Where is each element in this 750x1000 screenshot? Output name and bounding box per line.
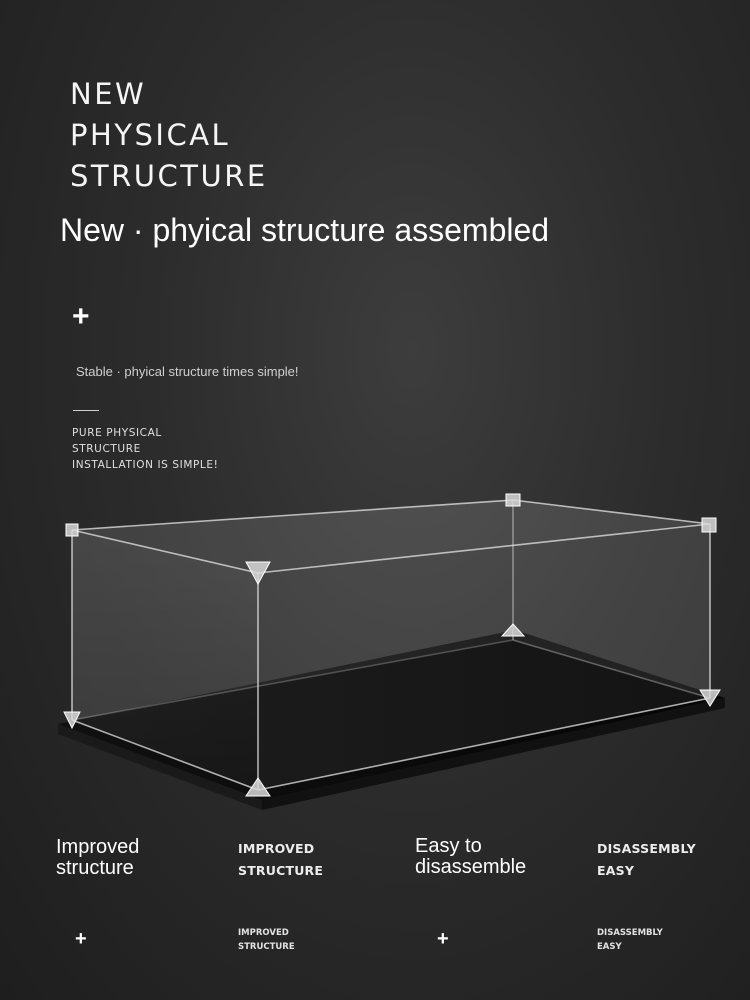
feature-title-line: structure	[56, 857, 134, 879]
divider-dash	[73, 410, 99, 411]
feature-caps-line: STRUCTURE	[238, 863, 324, 878]
hero-subtitle: New · phyical structure assembled	[60, 212, 550, 248]
feature-title-line: Improved	[56, 836, 140, 858]
corner-connector	[702, 518, 716, 532]
plus-icon: +	[437, 928, 449, 950]
tiny-caps-line: STRUCTURE	[238, 942, 295, 952]
caps-line: STRUCTURE	[72, 443, 141, 455]
hero-title-line: NEW	[70, 77, 147, 111]
feature-easy-disassemble-title	[415, 836, 526, 878]
structure-caps-text	[72, 425, 218, 473]
feature-title-line: Easy to	[415, 835, 482, 857]
tiny-caps-line: IMPROVED	[238, 928, 289, 938]
corner-connector	[506, 494, 520, 506]
caps-line: PURE PHYSICAL	[72, 427, 162, 439]
feature-title-line: disassemble	[415, 856, 527, 878]
plus-icon: +	[75, 928, 87, 950]
acrylic-display-case-icon	[0, 480, 750, 820]
feature-improved-structure-caps	[238, 838, 323, 882]
feature-caps-line: DISASSEMBLY	[597, 841, 696, 856]
hero-title-line: STRUCTURE	[70, 159, 268, 193]
tagline: Stable · phyical structure times simple!	[76, 364, 299, 379]
glass-front	[72, 530, 258, 790]
feature-disassembly-easy-caps	[597, 838, 696, 882]
feature-improved-structure-title	[56, 837, 139, 879]
hero-title-line: PHYSICAL	[70, 118, 231, 152]
plus-icon: +	[72, 300, 90, 333]
corner-connector	[66, 524, 78, 536]
tiny-caps-line: DISASSEMBLY	[597, 928, 663, 938]
tiny-caps-line: EASY	[597, 942, 622, 952]
tiny-caps-disassembly	[597, 926, 663, 954]
tiny-caps-improved	[238, 926, 295, 954]
feature-caps-line: EASY	[597, 863, 635, 878]
feature-caps-line: IMPROVED	[238, 841, 315, 856]
hero-title	[70, 74, 268, 197]
caps-line: INSTALLATION IS SIMPLE!	[72, 459, 219, 471]
